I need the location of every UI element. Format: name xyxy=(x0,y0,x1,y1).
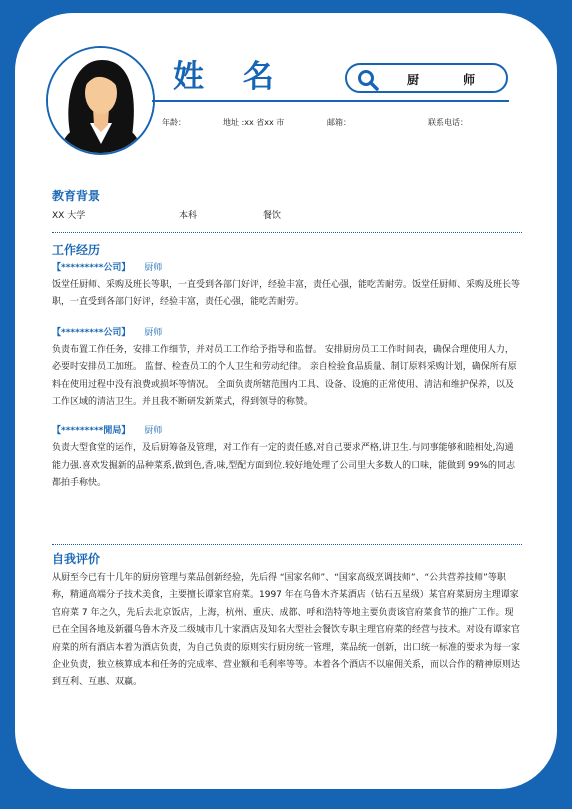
search-icon xyxy=(357,69,379,91)
self-eval-section xyxy=(52,551,522,692)
job-role: 厨师 xyxy=(144,327,163,338)
job-entry xyxy=(52,260,522,312)
job-title: 厨 师 xyxy=(407,73,496,87)
self-eval-text: 从厨至今已有十几年的厨房管理与菜品创新经验，先后得 “国家名师”、“国家高级烹调技师”、“公共营养技师”等职称，精通高端分子技术美食，主要擅长谭家官府菜。1997 年在乌鲁木齐某酒店（钻石五星级）某官府菜厨房主理谭家官府菜 7 年之久，先后去北京饭店，上海，杭州、重庆、成都、呼和浩特等地主要负责该官府菜食节的推广工作。现已在全国各地及新疆乌鲁木齐及二级城市几十家酒店及知名大型社会餐饮专职主理官府菜的经营与技术。对设有谭家官府菜的所有酒店本着为酒店负责，为自己负责的原则实行厨房统一管理，菜品统一创新，出口统一标准的要求为每一家企业负责，独立核算成本和任务的完成率、营业额和毛利率等等。本着各个酒店不以雇佣关系，而以合作的精神原则达到互利、互惠、双赢。 xyxy=(52,573,521,688)
job-description: 负责布置工作任务，安排工作细节，并对员工工作给予指导和监督。 安排厨房员工工作时间表，确保合理使用人力，必要时安排员工加班。 监督、检查员工的个人卫生和劳动纪律。 亲自检验食品质量、制订原料采购计划，确保所有原料在使用过程中没有浪费或损坏等情况。 全面负责所辖范围内工具、设备、设施的正常使用、清洁和维护保养，以及工作区域的清洁卫生。并且我不断研发新菜式，得到领导的称赞。 xyxy=(52,344,517,408)
divider xyxy=(52,544,522,545)
education-major: 餐饮 xyxy=(263,211,282,221)
header-rule xyxy=(152,100,509,102)
job-header xyxy=(52,423,522,440)
job-role: 厨师 xyxy=(144,426,163,437)
job-header xyxy=(52,260,522,277)
job-entry xyxy=(52,423,522,492)
info-age: 年龄： xyxy=(162,118,186,127)
job-description: 饭堂任厨师、采购及班长等职，一直受到各部门好评，经验丰富，责任心强，能吃苦耐劳。饭堂任厨师、采购及班长等职，一直受到各部门好评，经验丰富，责任心强，能吃苦耐劳。 xyxy=(52,280,521,308)
work-section xyxy=(52,242,522,493)
job-description: 负责大型食堂的运作，及后厨筹备及管理，对工作有一定的责任感,对自己要求严格,讲卫生.与同事能够和睦相处,沟通能力强.喜欢发掘新的品种菜系,做到色,香,味,型配方面到位.较好地处理了公司里大多数人的口味，能做到 99%的同志都拍手称快。 xyxy=(52,443,516,489)
job-company: 【*********公司】 xyxy=(52,327,131,338)
education-title: 教育背景 xyxy=(52,189,101,203)
info-phone: 联系电话： xyxy=(428,118,468,127)
candidate-name: 姓 名 xyxy=(173,59,288,95)
education-school: XX 大学 xyxy=(52,211,86,221)
work-title: 工作经历 xyxy=(52,243,101,257)
info-email: 邮箱： xyxy=(327,118,351,127)
resume-sheet xyxy=(15,13,557,789)
avatar-portrait xyxy=(48,48,153,153)
job-role: 厨师 xyxy=(144,263,163,273)
education-degree: 本科 xyxy=(179,211,198,221)
avatar xyxy=(46,46,155,155)
job-company: 【*********公司】 xyxy=(52,263,131,273)
job-title-pill xyxy=(345,63,508,93)
info-address: 地址 :xx 省xx 市 xyxy=(223,118,285,127)
education-section xyxy=(52,188,522,236)
divider xyxy=(52,232,522,233)
job-entry xyxy=(52,325,522,412)
job-header xyxy=(52,325,522,342)
job-company: 【*********閒局】 xyxy=(52,426,131,437)
self-eval-title: 自我评价 xyxy=(52,552,101,566)
